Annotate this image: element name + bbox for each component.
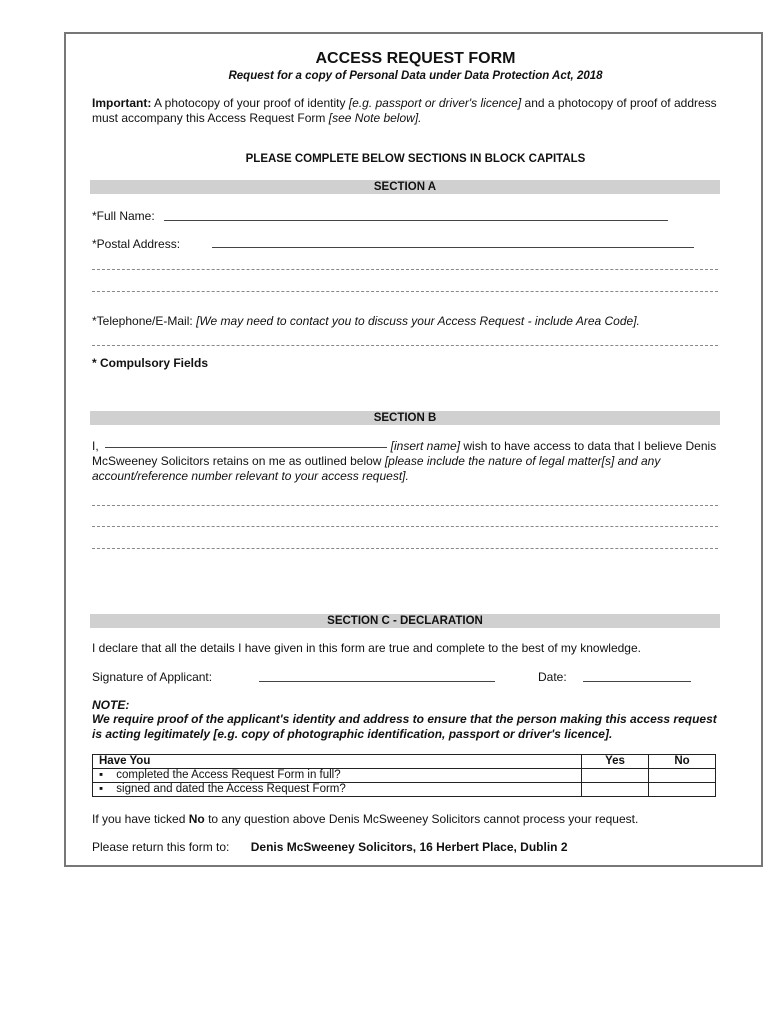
date-label: Date: bbox=[538, 670, 567, 684]
postal-address-line-3[interactable] bbox=[92, 291, 718, 292]
checklist-no-cell[interactable] bbox=[649, 783, 716, 797]
section-b-header: SECTION B bbox=[90, 411, 720, 425]
important-italic-1: [e.g. passport or driver's licence] bbox=[348, 96, 522, 110]
ticked-text-2: to any question above Denis McSweeney Solicitors cannot process your request. bbox=[208, 812, 639, 826]
bullet-icon: ▪ bbox=[99, 769, 104, 781]
checklist-item bbox=[93, 783, 582, 797]
full-name-label: *Full Name: bbox=[92, 209, 155, 223]
important-text-2: and a photocopy of proof of address must accompany this Access Request Form bbox=[92, 96, 717, 125]
section-a-header: SECTION A bbox=[90, 180, 720, 194]
return-address-row bbox=[92, 840, 568, 854]
section-c-header: SECTION C - DECLARATION bbox=[90, 614, 720, 628]
checklist-table bbox=[92, 754, 716, 797]
note-label: NOTE: bbox=[92, 698, 130, 712]
section-b-italic-1: [please include the nature of legal matter[s] and any account/reference number relevant to your access request]. bbox=[92, 454, 661, 483]
important-text-1: A photocopy of your proof of identity bbox=[154, 96, 346, 110]
important-notice bbox=[92, 96, 722, 126]
access-request-form bbox=[64, 32, 763, 867]
postal-address-label: *Postal Address: bbox=[92, 237, 181, 251]
insert-name-hint: [insert name] bbox=[390, 439, 461, 453]
checklist-no-cell[interactable] bbox=[649, 769, 716, 783]
checklist-item-text: signed and dated the Access Request Form? bbox=[116, 783, 346, 795]
checklist-yes-cell[interactable] bbox=[582, 783, 649, 797]
important-label: Important: bbox=[92, 96, 152, 110]
telephone-field[interactable] bbox=[92, 345, 718, 346]
section-b-statement bbox=[92, 439, 722, 484]
postal-address-line-2[interactable] bbox=[92, 269, 718, 270]
checklist-yes-cell[interactable] bbox=[582, 769, 649, 783]
ticked-no-warning bbox=[92, 812, 638, 826]
declaration-text: I declare that all the details I have given in this form are true and complete to the best of my knowledge. bbox=[92, 641, 641, 655]
telephone-label: *Telephone/E-Mail: bbox=[92, 314, 193, 328]
return-address: Denis McSweeney Solicitors, 16 Herbert Place, Dublin 2 bbox=[250, 840, 568, 854]
date-field[interactable] bbox=[583, 681, 691, 682]
signature-field[interactable] bbox=[259, 681, 495, 682]
note-text: We require proof of the applicant's identity and address to ensure that the person making this access request is acting legitimately [e.g. copy of photographic identification, passport or driver's licence]. bbox=[92, 712, 717, 741]
checklist-item-text: completed the Access Request Form in full? bbox=[116, 769, 341, 781]
access-details-line-1[interactable] bbox=[92, 505, 718, 506]
telephone-hint: [We may need to contact you to discuss your Access Request - include Area Code]. bbox=[196, 314, 640, 328]
form-title: ACCESS REQUEST FORM bbox=[315, 50, 516, 67]
have-you-header: Have You bbox=[93, 755, 582, 769]
table-row bbox=[93, 769, 716, 783]
block-capitals-instruction: PLEASE COMPLETE BELOW SECTIONS IN BLOCK CAPITALS bbox=[245, 153, 586, 165]
no-header: No bbox=[649, 755, 716, 769]
bullet-icon: ▪ bbox=[99, 783, 104, 795]
postal-address-field[interactable] bbox=[212, 247, 694, 248]
full-name-field[interactable] bbox=[164, 220, 668, 221]
access-details-line-3[interactable] bbox=[92, 548, 718, 549]
compulsory-fields-note: * Compulsory Fields bbox=[92, 356, 209, 370]
checklist-header-row bbox=[93, 755, 716, 769]
insert-name-field[interactable] bbox=[105, 447, 387, 448]
ticked-text-1: If you have ticked bbox=[92, 812, 186, 826]
section-b-prefix: I, bbox=[92, 439, 99, 453]
form-subtitle: Request for a copy of Personal Data under Data Protection Act, 2018 bbox=[228, 70, 603, 82]
access-details-line-2[interactable] bbox=[92, 526, 718, 527]
yes-header: Yes bbox=[582, 755, 649, 769]
ticked-no: No bbox=[188, 812, 205, 826]
important-italic-2: [see Note below]. bbox=[328, 111, 422, 125]
signature-label: Signature of Applicant: bbox=[92, 670, 213, 684]
telephone-row bbox=[92, 314, 640, 328]
table-row bbox=[93, 783, 716, 797]
section-b-text-1: wish to have access to data that I believe Denis McSweeney Solicitors retains on me as outlined below bbox=[92, 439, 717, 468]
return-label: Please return this form to: bbox=[92, 840, 230, 854]
checklist-item bbox=[93, 769, 582, 783]
